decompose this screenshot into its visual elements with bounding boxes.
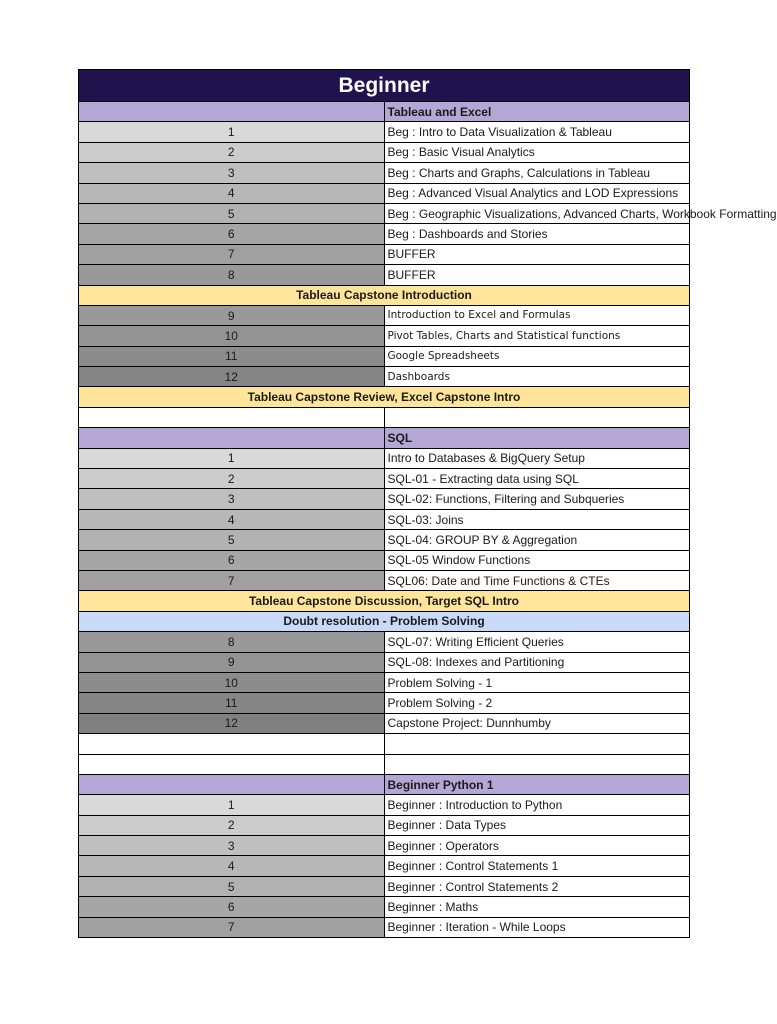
blank-cell [384, 407, 690, 427]
blank-cell [384, 754, 690, 774]
session-row [79, 265, 690, 285]
session-row [79, 346, 690, 366]
session-topic: SQL-02: Functions, Filtering and Subqueries [384, 489, 690, 509]
session-number: 4 [79, 509, 385, 529]
session-number: 7 [79, 917, 385, 937]
section-title: Tableau and Excel [384, 102, 690, 122]
section-header-row [79, 774, 690, 794]
session-row [79, 448, 690, 468]
session-row [79, 183, 690, 203]
session-number: 3 [79, 489, 385, 509]
session-row [79, 897, 690, 917]
session-row [79, 530, 690, 550]
milestone-banner: Tableau Capstone Introduction [79, 285, 690, 305]
session-number: 7 [79, 570, 385, 590]
session-number: 6 [79, 224, 385, 244]
milestone-banner-row [79, 611, 690, 631]
milestone-banner: Tableau Capstone Discussion, Target SQL Intro [79, 591, 690, 611]
session-number: 2 [79, 815, 385, 835]
session-topic: SQL06: Date and Time Functions & CTEs [384, 570, 690, 590]
session-row [79, 224, 690, 244]
session-topic: Capstone Project: Dunnhumby [384, 713, 690, 733]
session-number: 9 [79, 652, 385, 672]
blank-cell [79, 734, 385, 754]
section-number-cell [79, 102, 385, 122]
milestone-banner-row [79, 387, 690, 407]
session-row [79, 632, 690, 652]
session-topic: Pivot Tables, Charts and Statistical functions [384, 326, 690, 346]
session-topic: Beginner : Iteration - While Loops [384, 917, 690, 937]
session-topic: SQL-01 - Extracting data using SQL [384, 469, 690, 489]
section-header-row [79, 102, 690, 122]
session-row [79, 815, 690, 835]
session-topic: Beginner : Data Types [384, 815, 690, 835]
section-header-row [79, 428, 690, 448]
session-topic: BUFFER [384, 265, 690, 285]
session-row [79, 836, 690, 856]
session-number: 3 [79, 836, 385, 856]
session-row [79, 326, 690, 346]
session-topic: SQL-08: Indexes and Partitioning [384, 652, 690, 672]
session-topic: Beg : Charts and Graphs, Calculations in Tableau [384, 163, 690, 183]
session-number: 5 [79, 530, 385, 550]
session-topic: BUFFER [384, 244, 690, 264]
session-row [79, 367, 690, 387]
session-number: 6 [79, 550, 385, 570]
title-row [79, 70, 690, 102]
session-number: 5 [79, 203, 385, 223]
session-number: 9 [79, 305, 385, 325]
session-number: 12 [79, 367, 385, 387]
blank-row [79, 734, 690, 754]
session-number: 4 [79, 183, 385, 203]
session-row [79, 672, 690, 692]
session-number: 8 [79, 265, 385, 285]
session-row [79, 305, 690, 325]
session-topic: Problem Solving - 2 [384, 693, 690, 713]
session-topic: Beg : Advanced Visual Analytics and LOD Expressions [384, 183, 690, 203]
section-title: Beginner Python 1 [384, 774, 690, 794]
session-number: 7 [79, 244, 385, 264]
session-row [79, 652, 690, 672]
session-number: 12 [79, 713, 385, 733]
milestone-banner-row [79, 591, 690, 611]
session-number: 2 [79, 142, 385, 162]
session-row [79, 489, 690, 509]
session-row [79, 203, 690, 223]
blank-row [79, 407, 690, 427]
session-topic: SQL-03: Joins [384, 509, 690, 529]
session-row [79, 713, 690, 733]
session-topic: Beginner : Introduction to Python [384, 795, 690, 815]
curriculum-table-body [79, 70, 777, 938]
session-number: 1 [79, 122, 385, 142]
session-row [79, 509, 690, 529]
session-topic: Beg : Dashboards and Stories [384, 224, 690, 244]
blank-cell [79, 754, 385, 774]
session-row [79, 469, 690, 489]
session-topic: Problem Solving - 1 [384, 672, 690, 692]
session-topic: SQL-04: GROUP BY & Aggregation [384, 530, 690, 550]
session-topic: SQL-07: Writing Efficient Queries [384, 632, 690, 652]
session-row [79, 163, 690, 183]
session-number: 3 [79, 163, 385, 183]
session-number: 1 [79, 795, 385, 815]
session-number: 10 [79, 326, 385, 346]
session-topic: Beginner : Control Statements 2 [384, 876, 690, 896]
milestone-banner: Doubt resolution - Problem Solving [79, 611, 690, 631]
sheet-title: Beginner [79, 70, 690, 102]
session-row [79, 142, 690, 162]
session-topic: Beginner : Maths [384, 897, 690, 917]
session-number: 1 [79, 448, 385, 468]
session-topic: Dashboards [384, 367, 690, 387]
session-number: 2 [79, 469, 385, 489]
session-number: 6 [79, 897, 385, 917]
session-row [79, 795, 690, 815]
session-row [79, 917, 690, 937]
section-title: SQL [384, 428, 690, 448]
session-number: 11 [79, 693, 385, 713]
session-row [79, 856, 690, 876]
blank-cell [384, 734, 690, 754]
milestone-banner: Tableau Capstone Review, Excel Capstone Intro [79, 387, 690, 407]
session-number: 11 [79, 346, 385, 366]
session-topic: SQL-05 Window Functions [384, 550, 690, 570]
session-row [79, 550, 690, 570]
session-topic: Google Spreadsheets [384, 346, 690, 366]
session-row [79, 693, 690, 713]
session-row [79, 244, 690, 264]
section-number-cell [79, 774, 385, 794]
session-row [79, 570, 690, 590]
session-topic: Intro to Databases & BigQuery Setup [384, 448, 690, 468]
section-number-cell [79, 428, 385, 448]
session-number: 10 [79, 672, 385, 692]
session-row [79, 122, 690, 142]
session-number: 5 [79, 876, 385, 896]
session-topic: Introduction to Excel and Formulas [384, 305, 690, 325]
session-row [79, 876, 690, 896]
milestone-banner-row [79, 285, 690, 305]
session-number: 8 [79, 632, 385, 652]
session-topic: Beg : Geographic Visualizations, Advanced Charts, Workbook Formatting [384, 203, 690, 223]
session-number: 4 [79, 856, 385, 876]
session-topic: Beginner : Control Statements 1 [384, 856, 690, 876]
session-topic: Beg : Basic Visual Analytics [384, 142, 690, 162]
blank-cell [79, 407, 385, 427]
session-topic: Beginner : Operators [384, 836, 690, 856]
session-topic: Beg : Intro to Data Visualization & Tableau [384, 122, 690, 142]
blank-row [79, 754, 690, 774]
curriculum-table [78, 69, 777, 938]
